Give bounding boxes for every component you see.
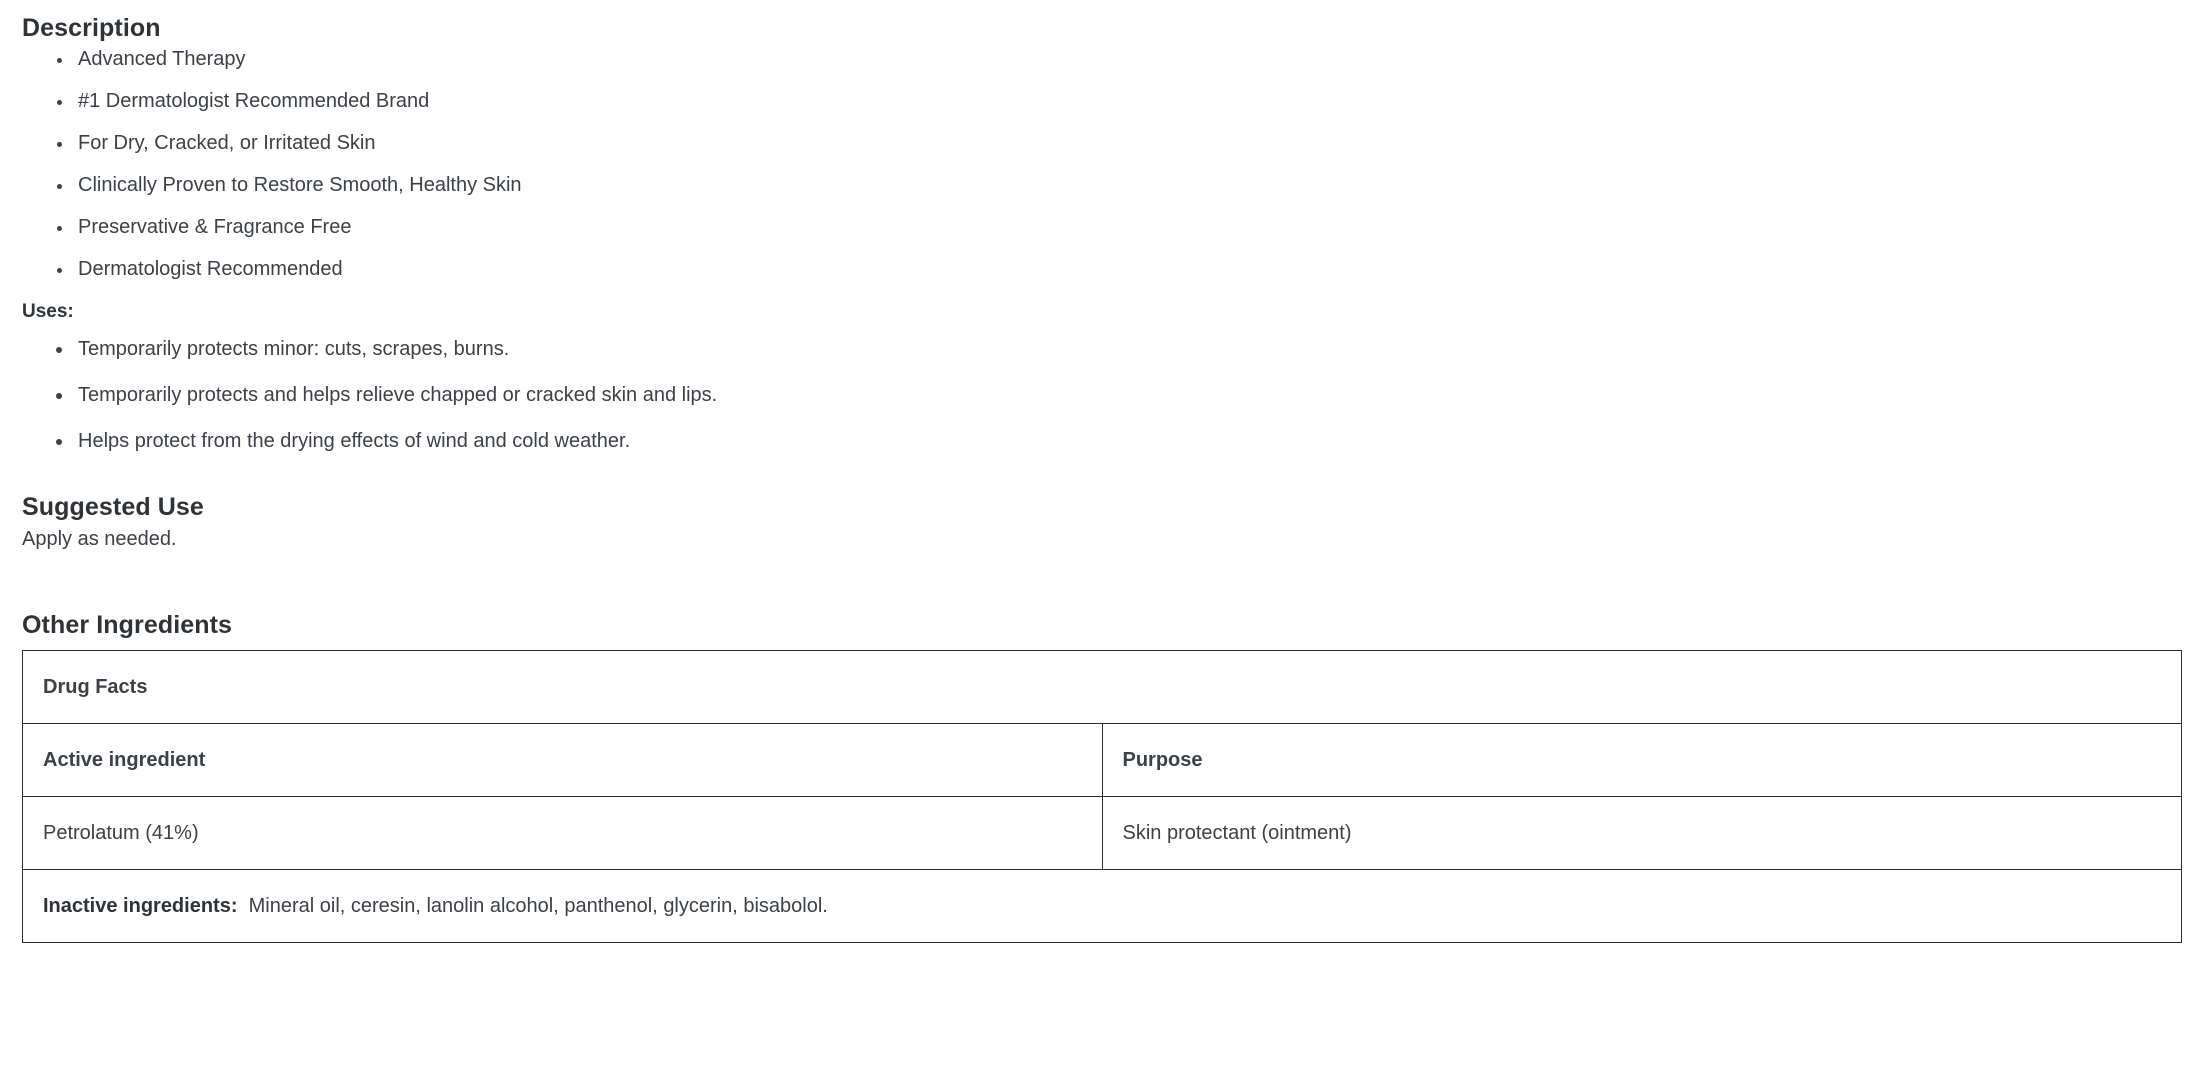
description-section — [22, 14, 2178, 451]
suggested-use-text: Apply as needed. — [22, 528, 177, 550]
column-header-purpose: Purpose — [1102, 724, 2182, 797]
list-item: • Temporarily protects and helps relieve chapped or cracked skin and lips. — [74, 385, 2178, 405]
cell-purpose: Skin protectant (ointment) — [1102, 797, 2182, 870]
list-item: • #1 Dermatologist Recommended Brand — [74, 91, 2178, 111]
list-item: • Clinically Proven to Restore Smooth, Healthy Skin — [74, 175, 2178, 195]
list-item: • Dermatologist Recommended — [74, 259, 2178, 279]
uses-label: Uses: — [22, 301, 74, 322]
other-ingredients-title: Other Ingredients — [22, 611, 233, 639]
cell-active-ingredient: Petrolatum (41%) — [23, 797, 1103, 870]
drug-facts-caption: Drug Facts — [23, 651, 2182, 724]
cell-inactive-ingredients — [23, 870, 2182, 943]
list-item: • Temporarily protects minor: cuts, scrapes, burns. — [74, 339, 2178, 359]
table-row — [23, 651, 2182, 724]
drug-facts-table — [22, 650, 2182, 943]
description-bullet-list — [22, 49, 2178, 279]
list-item: • Helps protect from the drying effects of wind and cold weather. — [74, 431, 2178, 451]
other-ingredients-section — [22, 611, 2178, 943]
table-row — [23, 724, 2182, 797]
table-row — [23, 870, 2182, 943]
list-item: • For Dry, Cracked, or Irritated Skin — [74, 133, 2178, 153]
table-row — [23, 797, 2182, 870]
list-item: • Advanced Therapy — [74, 49, 2178, 69]
suggested-use-section — [22, 493, 2178, 551]
column-header-active-ingredient: Active ingredient — [23, 724, 1103, 797]
inactive-ingredients-value: Mineral oil, ceresin, lanolin alcohol, panthenol, glycerin, bisabolol. — [248, 894, 828, 917]
inactive-ingredients-label: Inactive ingredients: — [43, 894, 238, 917]
page-title: Description — [22, 14, 161, 42]
uses-list — [22, 339, 2178, 451]
list-item: • Preservative & Fragrance Free — [74, 217, 2178, 237]
suggested-use-title: Suggested Use — [22, 493, 204, 521]
